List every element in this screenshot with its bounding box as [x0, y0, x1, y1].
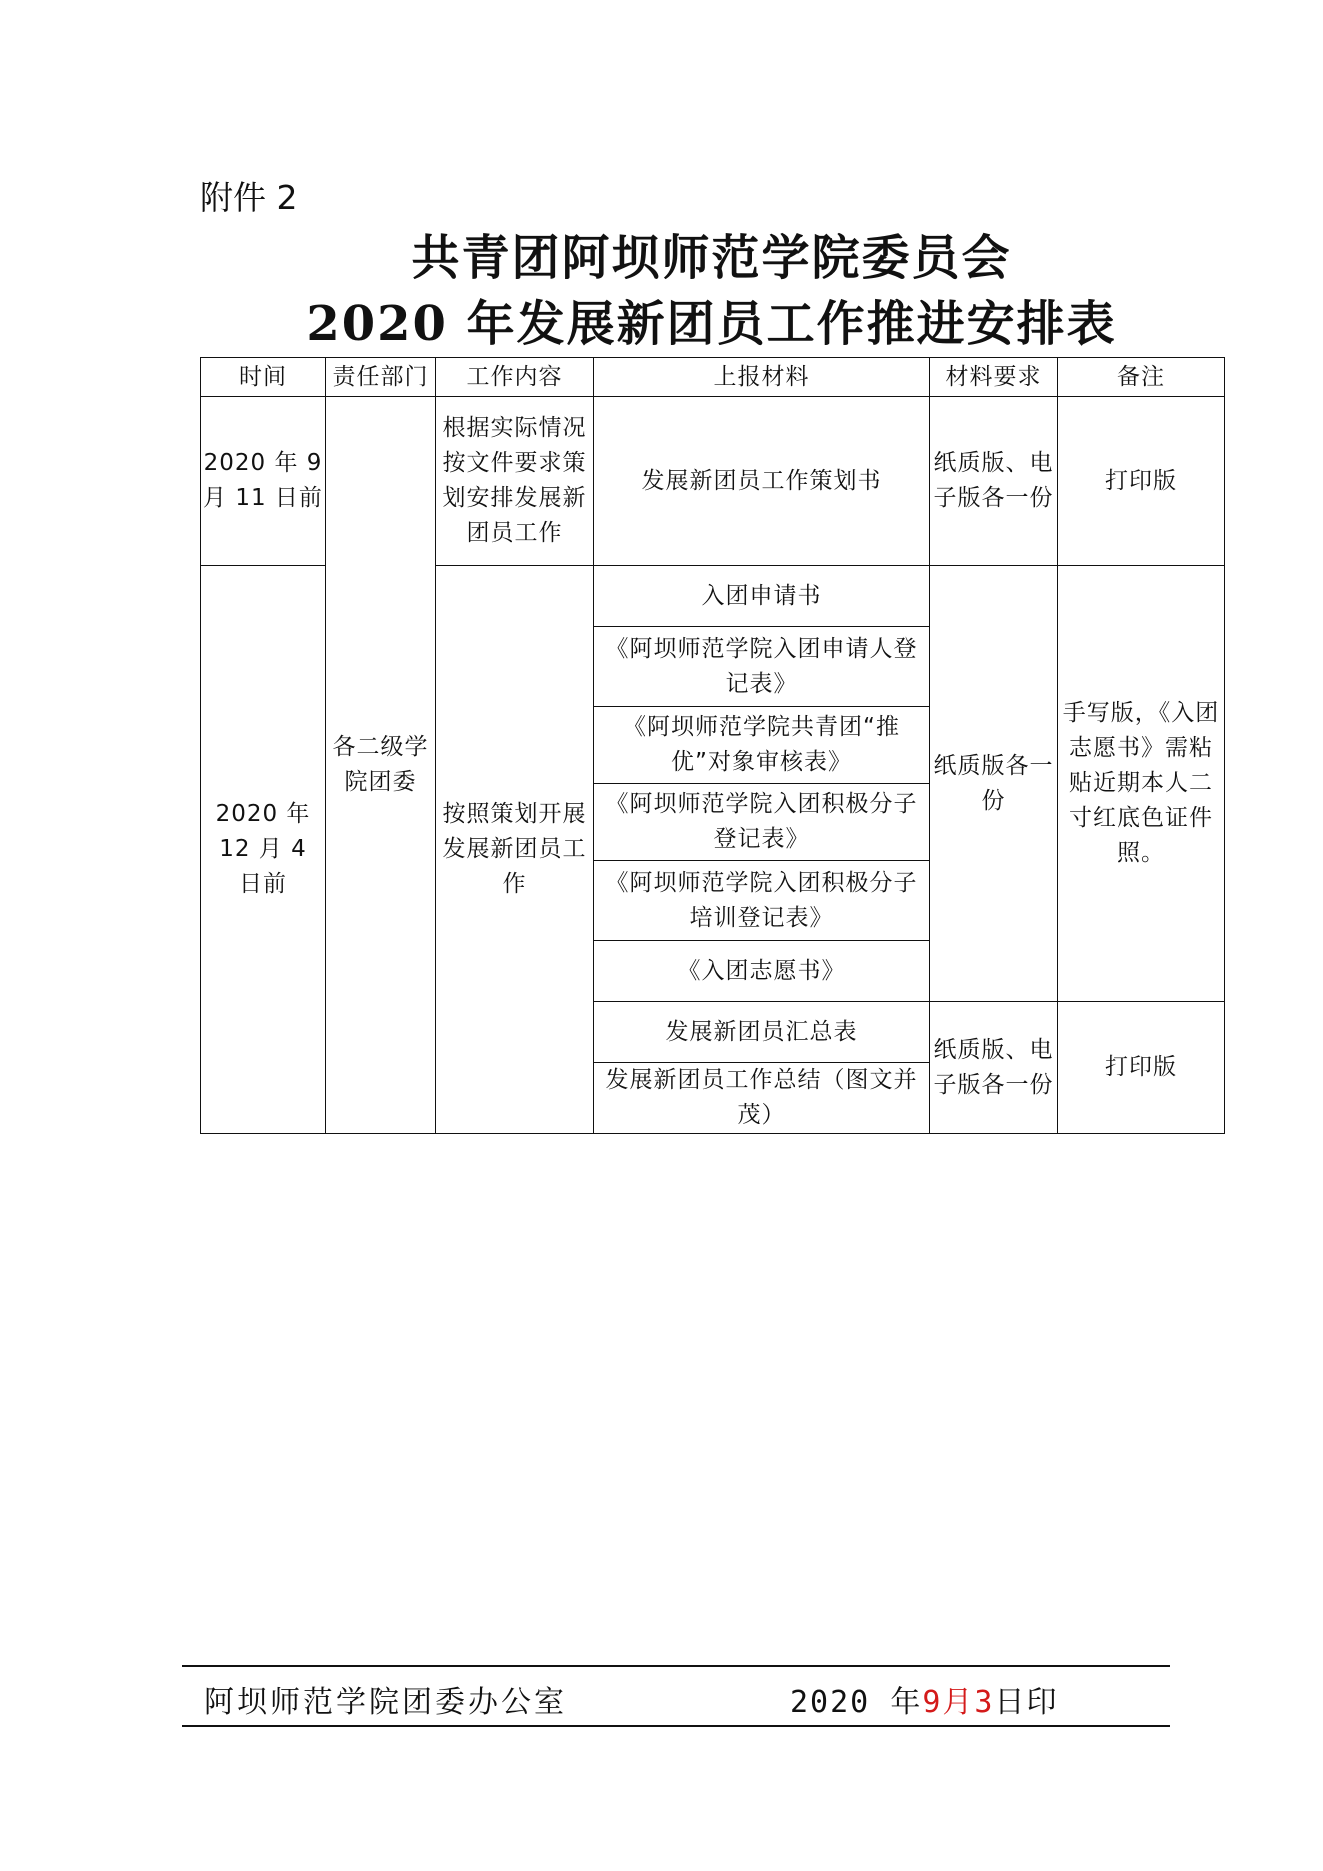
- column-header-materials: 上报材料: [594, 358, 930, 397]
- material-item: 《入团志愿书》: [594, 941, 930, 1002]
- row2-content: 按照策划开展发展新团员工作: [436, 566, 594, 1134]
- row1-note: 打印版: [1058, 397, 1225, 566]
- row2-requirement-b: 纸质版、电子版各一份: [930, 1002, 1058, 1134]
- issuing-footer: [182, 1665, 1170, 1727]
- row2-requirement-a: 纸质版各一份: [930, 566, 1058, 1002]
- issue-date-day-unit: 日: [994, 1685, 1027, 1720]
- issue-date-month-unit: 月: [942, 1685, 975, 1720]
- row2-note-a: 手写版，《入团志愿书》需粘贴近期本人二寸红底色证件照。: [1058, 566, 1225, 1002]
- material-item: 发展新团员汇总表: [594, 1002, 930, 1063]
- issue-date-suffix: 印: [1026, 1685, 1059, 1720]
- column-header-notes: 备注: [1058, 358, 1225, 397]
- issue-date-month: 9: [922, 1685, 943, 1720]
- row2-note-b: 打印版: [1058, 1002, 1225, 1134]
- row1-time: 2020 年 9 月 11 日前: [201, 397, 326, 566]
- issue-date: [790, 1677, 1058, 1721]
- material-item: 发展新团员工作总结（图文并茂）: [594, 1063, 930, 1134]
- material-item: 入团申请书: [594, 566, 930, 627]
- material-item: 《阿坝师范学院共青团“推优”对象审核表》: [594, 707, 930, 784]
- schedule-table: [200, 357, 1225, 1134]
- material-item: 《阿坝师范学院入团积极分子培训登记表》: [594, 861, 930, 941]
- row1-requirement: 纸质版、电子版各一份: [930, 397, 1058, 566]
- table-header-row: [201, 358, 1225, 397]
- column-header-requirements: 材料要求: [930, 358, 1058, 397]
- issue-date-year: 2020: [790, 1685, 871, 1720]
- attachment-label: 附件 2: [200, 178, 298, 217]
- row2-time: 2020 年 12 月 4 日前: [201, 566, 326, 1134]
- material-item: 《阿坝师范学院入团申请人登记表》: [594, 627, 930, 707]
- document-title-line-1: 共青团阿坝师范学院委员会: [411, 230, 1012, 286]
- column-header-content: 工作内容: [436, 358, 594, 397]
- material-item: 《阿坝师范学院入团积极分子登记表》: [594, 784, 930, 861]
- document-title-line-2: 2020 年发展新团员工作推进安排表: [306, 296, 1117, 352]
- table-row: [201, 397, 1225, 566]
- column-header-department: 责任部门: [326, 358, 436, 397]
- issue-date-year-unit: 年: [890, 1685, 923, 1720]
- department-cell: 各二级学院团委: [326, 397, 436, 1134]
- issuing-office: 阿坝师范学院团委办公室: [204, 1685, 567, 1720]
- column-header-time: 时间: [201, 358, 326, 397]
- row1-content: 根据实际情况按文件要求策划安排发展新团员工作: [436, 397, 594, 566]
- issue-date-day: 3: [974, 1685, 995, 1720]
- row1-material: 发展新团员工作策划书: [594, 397, 930, 566]
